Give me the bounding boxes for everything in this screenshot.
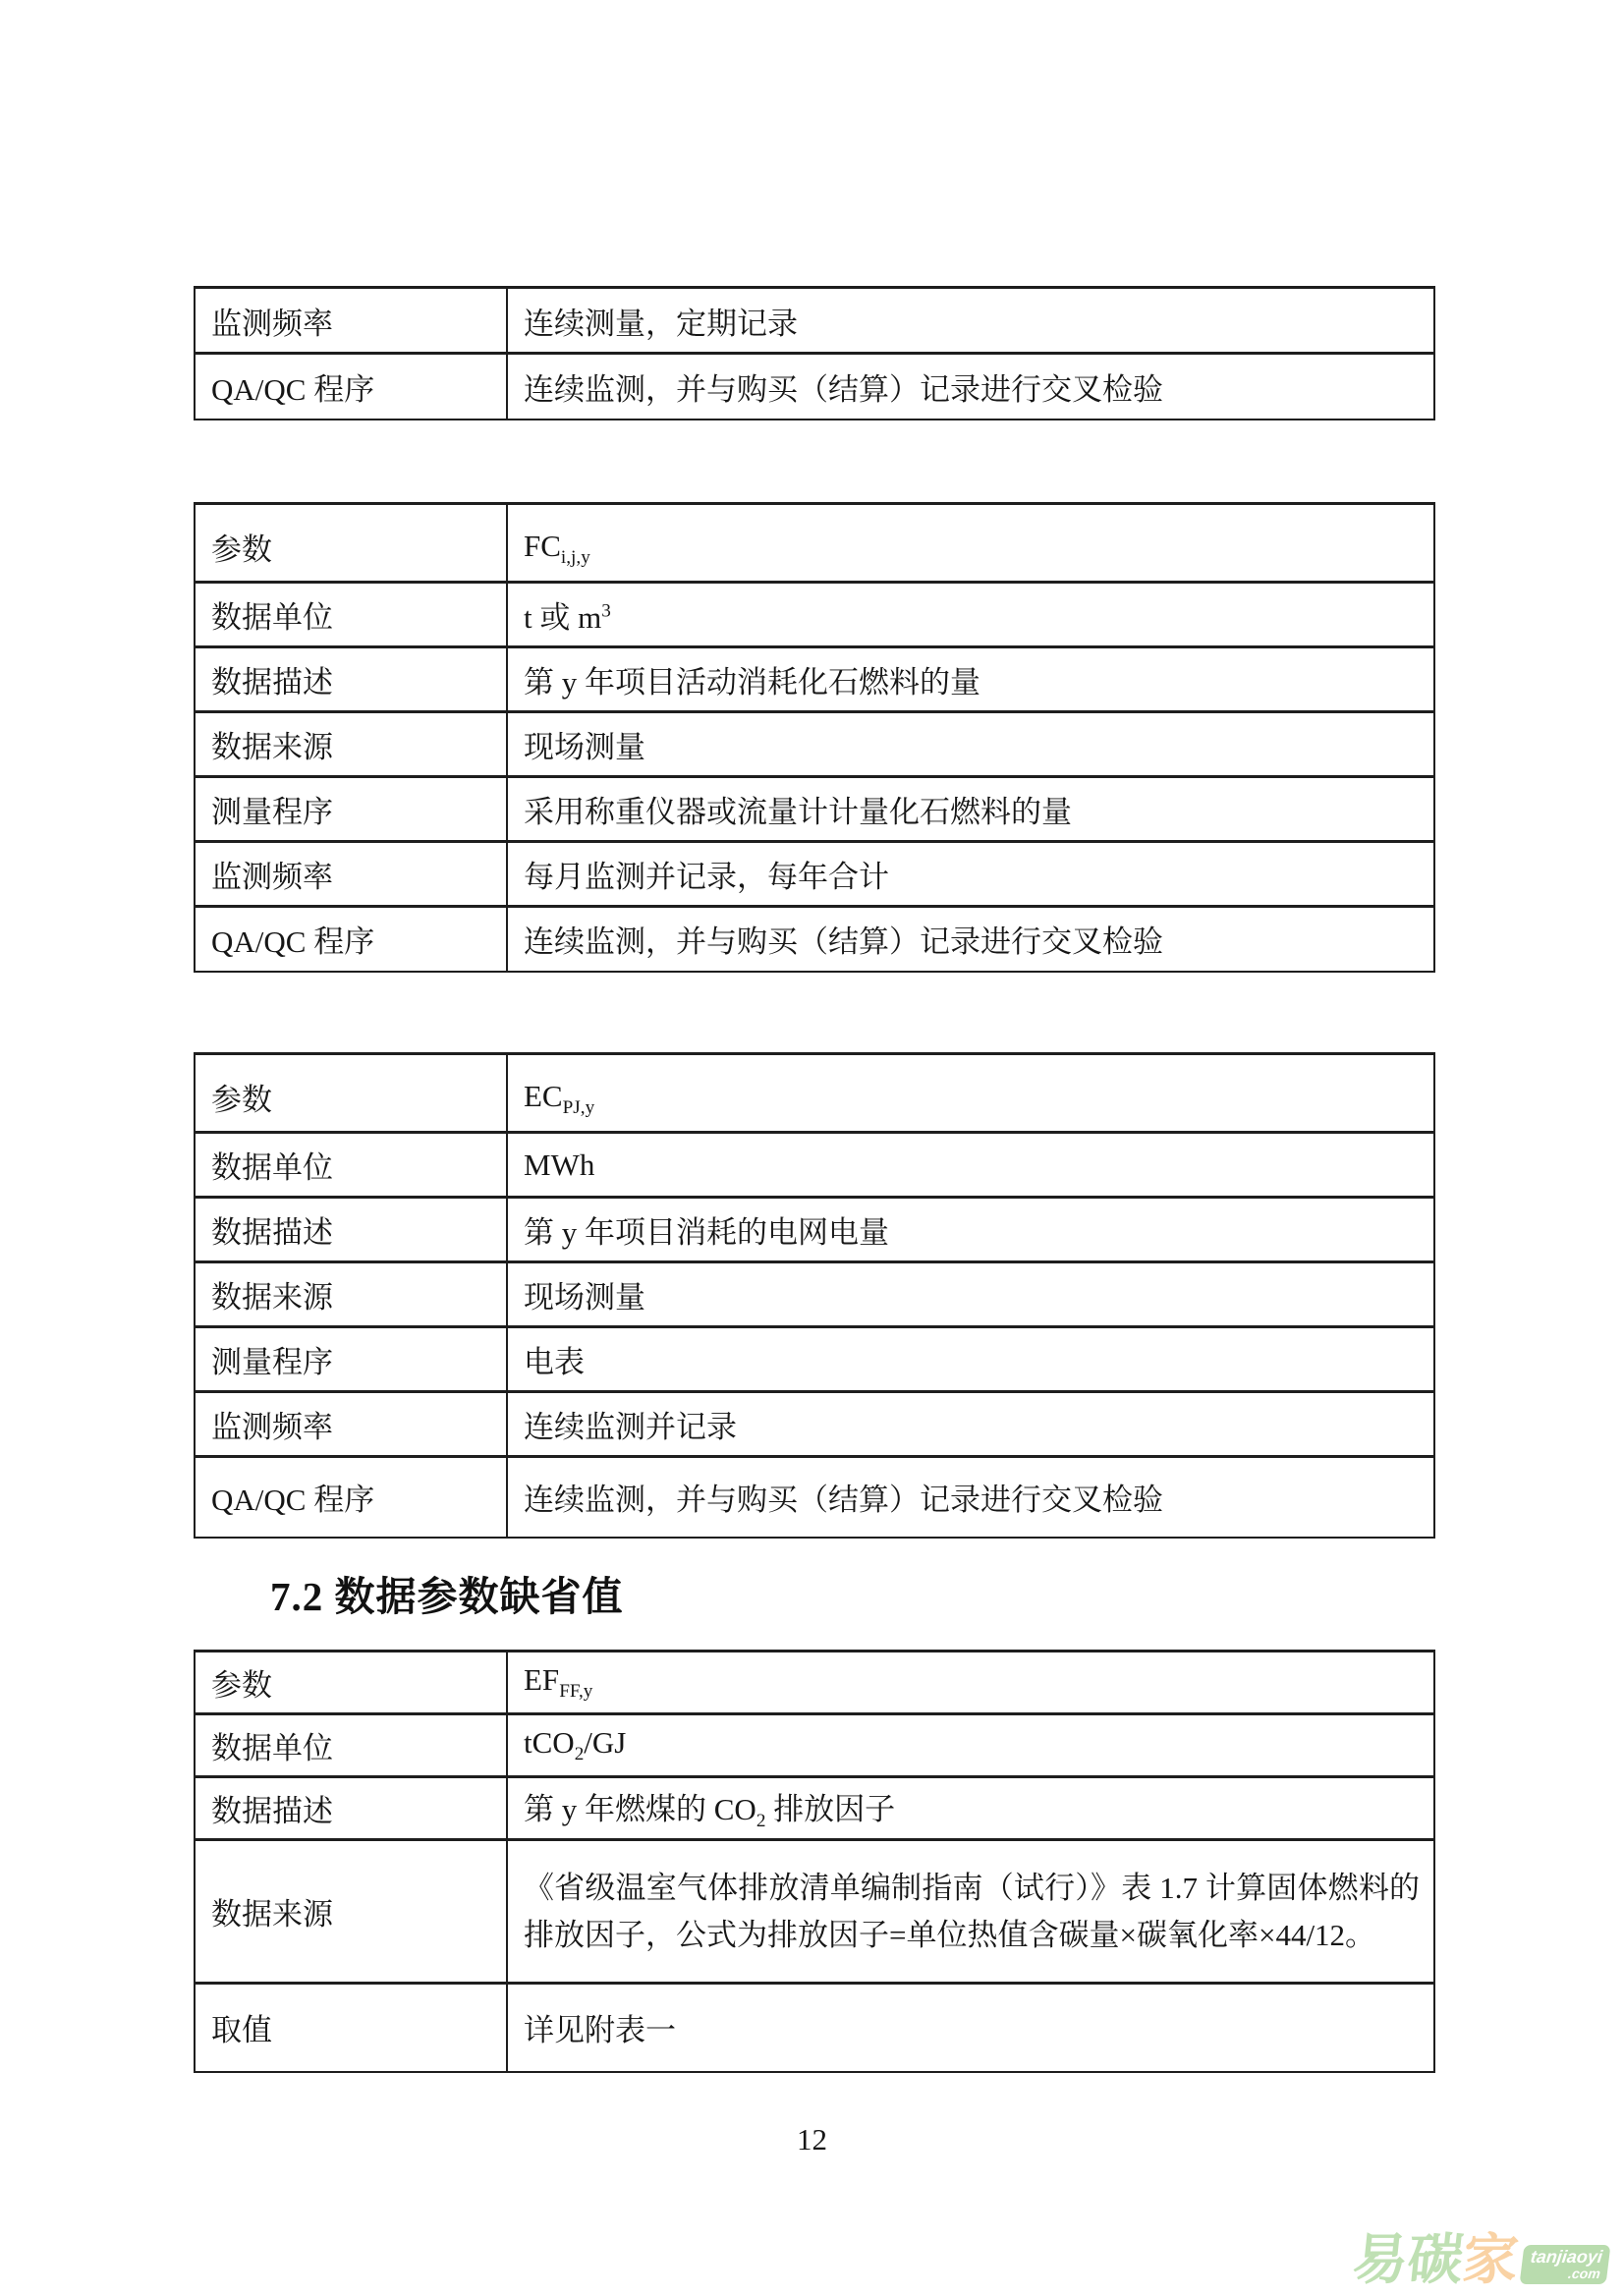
row-label: 数据来源 [195, 712, 507, 777]
table-row [195, 907, 1434, 972]
row-value: 电表 [507, 1327, 1434, 1392]
table-row [195, 647, 1434, 712]
row-value: $EF_{FF,y}$ [507, 1652, 1434, 1714]
table-row [195, 842, 1434, 907]
table-row [195, 1984, 1434, 2072]
row-label: 数据来源 [195, 1840, 507, 1984]
table-row [195, 1392, 1434, 1457]
row-label: 数据单位 [195, 583, 507, 647]
table-parameter-ef [194, 1650, 1435, 2073]
row-value: 连续监测，并与购买（结算）记录进行交叉检验 [507, 1457, 1434, 1538]
watermark-logo [1349, 2230, 1608, 2291]
row-label: 参数 [195, 1652, 507, 1714]
table-monitoring-continued [194, 286, 1435, 420]
row-value: 每月监测并记录，每年合计 [507, 842, 1434, 907]
table-row [195, 504, 1434, 583]
row-label: QA/QC 程序 [195, 1457, 507, 1538]
row-label: 数据单位 [195, 1714, 507, 1777]
table-row [195, 1714, 1434, 1777]
row-value: $EC_{PJ,y}$ [507, 1054, 1434, 1133]
row-label: 数据描述 [195, 1198, 507, 1262]
table-row [195, 1198, 1434, 1262]
row-value: 连续监测，并与购买（结算）记录进行交叉检验 [507, 354, 1434, 420]
table-row [195, 1327, 1434, 1392]
row-value: 现场测量 [507, 712, 1434, 777]
row-value: tCO$_2$/GJ [507, 1714, 1434, 1777]
row-label: QA/QC 程序 [195, 907, 507, 972]
table-row [195, 1777, 1434, 1840]
row-label: 数据单位 [195, 1133, 507, 1198]
row-label: 测量程序 [195, 1327, 507, 1392]
row-value: 采用称重仪器或流量计计量化石燃料的量 [507, 777, 1434, 842]
table-row [195, 1054, 1434, 1133]
row-label: 参数 [195, 504, 507, 583]
row-value: 《省级温室气体排放清单编制指南（试行）》表 1.7 计算固体燃料的排放因子，公式为排放因子=单位热值含碳量×碳氧化率×44/12。 [507, 1840, 1434, 1984]
row-value: 第 y 年燃煤的 $CO_2$ 排放因子 [507, 1777, 1434, 1840]
table-row [195, 288, 1434, 354]
watermark-badge [1520, 2245, 1611, 2284]
table-parameter-ec [194, 1052, 1435, 1539]
page-number: 12 [797, 2122, 827, 2156]
watermark-domain: tanjiaoyi [1529, 2247, 1604, 2267]
row-label: 监测频率 [195, 288, 507, 354]
table-parameter-fc [194, 502, 1435, 973]
table-row [195, 1652, 1434, 1714]
row-label: 数据描述 [195, 647, 507, 712]
row-value: 连续监测并记录 [507, 1392, 1434, 1457]
row-value: MWh [507, 1133, 1434, 1198]
row-value: 第 y 年项目消耗的电网电量 [507, 1198, 1434, 1262]
table-row [195, 354, 1434, 420]
row-value: 连续监测，并与购买（结算）记录进行交叉检验 [507, 907, 1434, 972]
table-row [195, 777, 1434, 842]
row-value: 连续测量，定期记录 [507, 288, 1434, 354]
row-label: 数据描述 [195, 1777, 507, 1840]
table-row [195, 1840, 1434, 1984]
table-row [195, 1262, 1434, 1327]
table-row [195, 1457, 1434, 1538]
row-label: 数据来源 [195, 1262, 507, 1327]
row-label: 取值 [195, 1984, 507, 2072]
table-row [195, 712, 1434, 777]
watermark-tld: .com [1567, 2266, 1601, 2281]
row-label: QA/QC 程序 [195, 354, 507, 420]
watermark-char: 家 [1459, 2230, 1522, 2291]
watermark-char: 易 [1349, 2230, 1412, 2291]
row-value: t 或 $m^3$ [507, 583, 1434, 647]
section-heading: 7.2 数据参数缺省值 [270, 1574, 624, 1619]
watermark-char: 碳 [1404, 2230, 1467, 2291]
row-value: 现场测量 [507, 1262, 1434, 1327]
row-label: 监测频率 [195, 1392, 507, 1457]
row-value: 详见附表一 [507, 1984, 1434, 2072]
table-row [195, 583, 1434, 647]
row-value: 第 y 年项目活动消耗化石燃料的量 [507, 647, 1434, 712]
row-label: 参数 [195, 1054, 507, 1133]
row-label: 监测频率 [195, 842, 507, 907]
row-label: 测量程序 [195, 777, 507, 842]
table-row [195, 1133, 1434, 1198]
row-value: $FC_{i,j,y}$ [507, 504, 1434, 583]
